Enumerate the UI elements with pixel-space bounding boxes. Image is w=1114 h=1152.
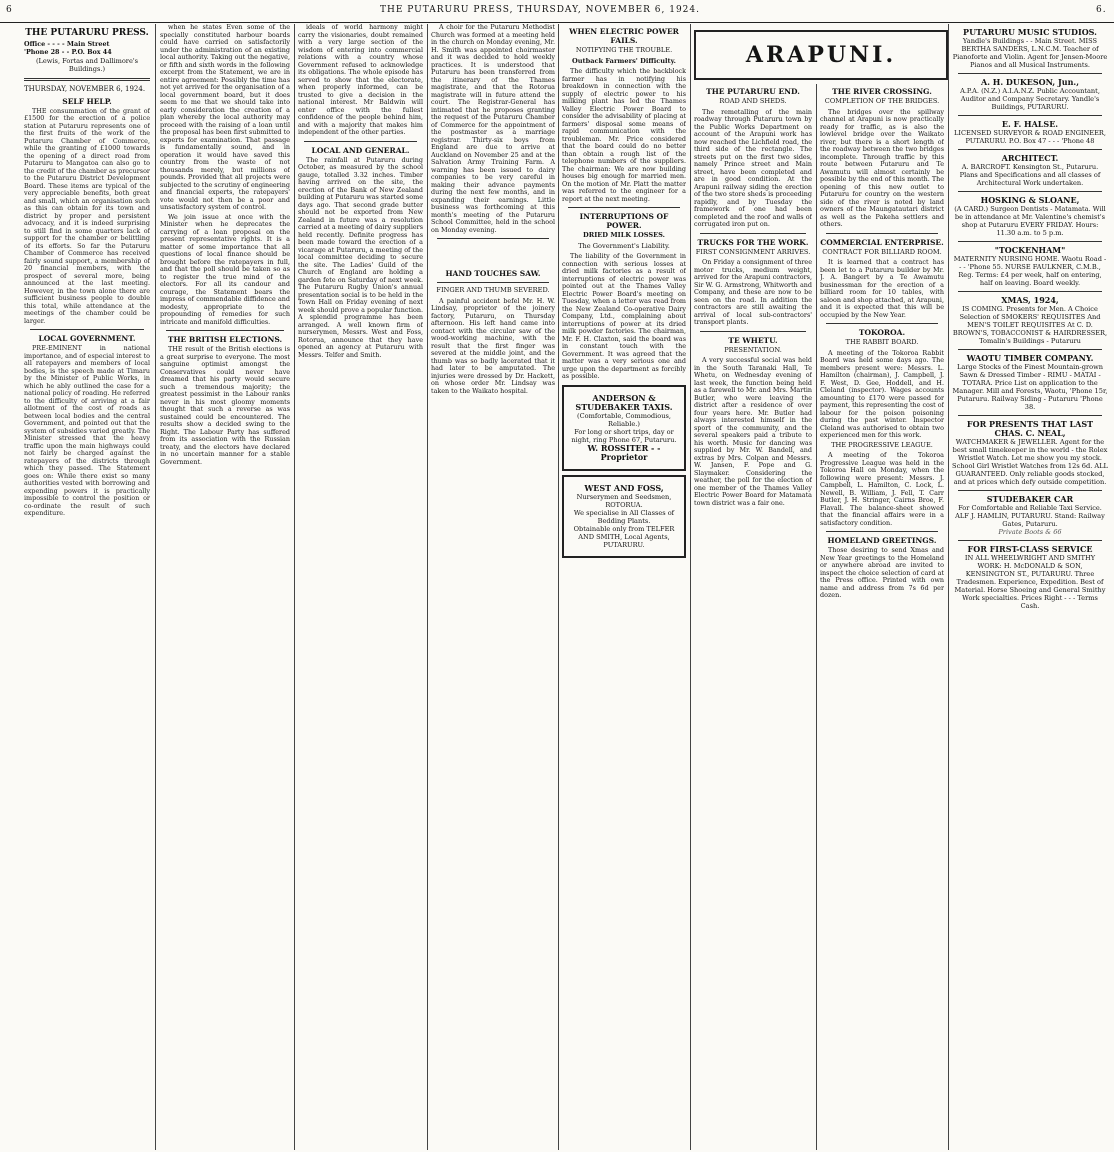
article-river-crossing: The bridges over the spillway channel at Arapuni is now practically ready for traffic, as is also the lowlevel bridge over the Waikato river, but there is a short length of the roadway between the two bridges incomplete. Through traffic by this route between Putaruru and Te Awamutu will almost certainly be possible by the end of this month. The opening of this new outlet to Putaruru for country on the western side of the river is noted by land owners of the Maungatautari district as well as the Pakeha settlers and others. — [820, 107, 944, 228]
ad-architect-title: ARCHITECT. — [1001, 153, 1059, 163]
heading-electric-power-fails: WHEN ELECTRIC POWER FAILS. — [569, 27, 679, 45]
ad-taxis-title: ANDERSON & STUDEBAKER TAXIS. — [575, 392, 673, 412]
ad-timber-lines: Large Stocks of the Finest Mountain-grown Sawn & Dressed Timber - RIMU - MATAI - TOTARA. Price List on application to the Manager. Mill and Forests, Waotu, 'Phone 15r, Putaruru. Railway Siding - Putaruru 'Phone 38. — [952, 363, 1108, 411]
ad-tockenham — [952, 246, 1108, 287]
heading-self-help: SELF HELP. — [62, 96, 112, 106]
ad-neal-title: FOR PRESENTS THAT LAST CHAS. C. NEAL, — [966, 419, 1094, 438]
ad-music-lines: Yandle's Buildings - - Main Street. MISS BERTHA SANDERS, L.N.C.M. Teacher of Pianoforte and Violin. Agent for Jensen-Moore Pianos and all Musical Instruments. — [952, 37, 1108, 69]
ad-taxis-line: For long or short trips, day or night, ring Phone 67, Putaruru. — [571, 427, 677, 444]
heading-hand-touches-saw: HAND TOUCHES SAW. — [445, 269, 541, 278]
subheading-bridges: COMPLETION OF THE BRIDGES. — [824, 97, 940, 105]
article-local-government-cont-2: We join issue at once with the Minister when he deprecates the carrying of a loan proposal on the present representative rights. It is a matter of some importance that all questions of local finance should be brought before the ratepayers in full, and that the poll should be taken so as to register the true mind of the electors. For all its candour and courage, the Statement bears the impress of commendable diffidence and modesty, appropriate to the propounding of remedies for such intricate and manifold difficulties. — [160, 212, 290, 326]
office-address: Office - - - - Main Street — [24, 40, 110, 48]
article-electric-power: The difficulty which the backblock farmer has in notifying his breakdown in connection with the supply of electric power to his milking plant has led the Thames Valley Electric Power Board to consider the advisability of placing at farmers' disposal some means of rapid communication with the troubleman. Mr. Price considered that the board could do no better than obtain a rough list of the telephone numbers of the suppliers. The chairman: We are now building houses big enough for married men. On the motion of Mr. Platt the matter was referred to the engineer for a report at the next meeting. — [562, 67, 686, 203]
column-1 — [24, 24, 150, 1150]
subheading-government-liability: The Government's Liability. — [578, 241, 670, 250]
ad-mcdonald-title: FOR FIRST-CLASS SERVICE — [967, 544, 1093, 554]
column-8-ads — [952, 24, 1108, 1150]
article-te-whetu: A very successful social was held in the South Taranaki Hall, Te Whetu, on Wednesday evening of last week, the function being held as a farewell to Mr. and Mrs. Martin Butler, who were leaving the district after a residence of over four years here. Mr. Butler had always interested himself in the sport of the community, and the several speakers paid a tribute to his worth. Music for dancing was supplied by Mr. W. Bandell, and extras by Mrs. Colpan and Messrs. W. Jansen, F. Pope and G. Slaymaker. Considering the weather, the poll for the election of one member of the Thames Valley Electric Power Board for Matamata town district was a fair one. — [694, 356, 812, 507]
heading-interruptions-of-power: INTERRUPTIONS OF POWER. — [579, 212, 669, 230]
dateline: THURSDAY, NOVEMBER 6, 1924. — [24, 85, 146, 93]
subheading-farmers-difficulty: Outback Farmers' Difficulty. — [572, 56, 676, 65]
heading-trucks: TRUCKS FOR THE WORK. — [697, 237, 809, 247]
article-trucks: On Friday a consignment of three motor trucks, medium weight, arrived for the Arapuni contractors, Sir W. G. Armstrong, Whitworth and Company, and these are now to be seen on the road. In addition the contractors are still awaiting the arrival of local sub-contractors' transport plants. — [694, 258, 812, 326]
column-6 — [694, 84, 812, 1150]
ad-halse-title: E. F. HALSE. — [1001, 119, 1059, 129]
ad-west-foss-line: We specialise in All Classes of Bedding Plants. — [573, 508, 675, 525]
ad-west-foss-title: WEST AND FOSS, — [584, 482, 664, 493]
ad-timber-title: WAOTU TIMBER COMPANY. — [966, 353, 1094, 363]
ad-studebaker — [952, 495, 1108, 536]
article-progressive: A meeting of the Tokoroa Progressive League was held in the Tokoroa Hall on Monday, when the following were present: Messrs. J. Campbell, L. Hamilton, C. Lock, L. Newell, B. William, J. Fell, T. Carr Butler, J. H. Stringer, Cairns Broe, F. Flavall. The balance-sheet showed that the financial affairs were in a satisfactory condition. — [820, 451, 944, 527]
ad-halse-lines: LICENSED SURVEYOR & ROAD ENGINEER, PUTARURU. P.O. Box 47 - - - 'Phone 48 — [954, 129, 1106, 145]
office-phone: 'Phone 28 - - P.O. Box 44 — [24, 47, 112, 56]
ad-neal — [952, 420, 1108, 486]
subheading-dried-milk-losses: DRIED MILK LOSSES. — [583, 231, 665, 239]
ad-halse — [952, 120, 1108, 145]
article-local-government-cont: when he states Even some of the specially constituted harbour boards could have carried on satisfactorily under the administration of an existing local authority. Taking out the negative, or fifth and sixth words in the following excerpt from the Statement, we are in entire agreement: Possibly the time has not yet arrived for the organisation of a local government board, but it does seem to me that we should take into early consideration the creation of a plan whereby the local authority may proceed with the raising of a loan until the proposal has been first submitted to experts for examination. That passage is fundamentally sound, and in operation it would have saved this country from the waste of not thousands merely, but millions of pounds. Provided that all projects were subjected to the scrutiny of engineering and financial experts, the ratepayers' vote would not then be a poor and unsatisfactory system of control. — [160, 24, 290, 211]
article-self-help: THE consummation of the grant of £1500 for the erection of a police station at Putaruru represents one of the first fruits of the work of the Putaruru Chamber of Commerce, while the granting of £1000 towards the opening of a direct road from Putaruru to Mangatoa can also go to the credit of the chamber as precursor to the Putaruru District Development Board. These items are typical of the very appreciable benefits, both great and small, which an organisation such as this can obtain for its town and district by proper and persistent advocacy, and it is indeed surprising to still find in some quarters lack of support for the chamber or belittling of its efforts. So far the Putaruru Chamber of Commerce has received fairly sound support, a membership of 20 financial members, with the prospect of several more, being announced at the last meeting. However, in the town alone there are sufficient business people to double this total, while attendance at the meetings of the chamber could be larger. — [24, 106, 150, 325]
ad-xmas-lines: IS COMING. Presents for Men. A Choice Selection of SMOKERS' REQUISITES And MEN'S TOILET REQUISITES At C. D. BROWN'S, TOBACCONIST & HAIRDRESSER, Tomalin's Buildings - Putaruru — [952, 305, 1108, 345]
heading-putaruru-end: THE PUTARURU END. — [706, 87, 800, 96]
ad-west-foss-sub: Nurserymen and Seedsmen, ROTORUA. — [576, 492, 672, 509]
subheading-rabbit-board: THE RABBIT BOARD. — [845, 338, 919, 346]
heading-local-and-general: LOCAL AND GENERAL. — [311, 145, 410, 155]
heading-te-whetu: TE WHETU. — [728, 335, 778, 345]
article-local-and-general-cont: A choir for the Putaruru Methodist Church was formed at a meeting held in the church on Monday evening, Mr. H. Smith was appointed choirmaster and it was decided to hold weekly practices. It is understood that Putaruru has been transferred from the itinerary of the Thames magistrate, and that the Rotorua magistrate will in future attend the court. The Registrar-General has intimated that he proposes granting the request of the Putaruru Chamber of Commerce for the appointment of the postmaster as a marriage registrar. Thirty-six boys from England are due to arrive at Auckland on November 25 and at the Salvation Army Training Farm. A warning has been issued to dairy companies to be very careful in making their advance payments during the next few months, and in expanding their earnings. Little business was forthcoming at this month's meeting of the Putaruru School Committee, held in the school on Monday evening. — [431, 24, 555, 234]
ad-waotu-timber — [952, 354, 1108, 411]
column-4 — [431, 24, 555, 1150]
ad-xmas — [952, 296, 1108, 345]
ad-studebaker-title: STUDEBAKER CAR — [986, 494, 1074, 504]
ad-taxis-proprietor: W. ROSSITER - - Proprietor — [587, 442, 661, 462]
ad-hosking — [952, 196, 1108, 237]
ad-west-foss-agents: Obtainable only from TELFER AND SMITH, Local Agents, PUTARURU. — [573, 524, 675, 549]
ad-studebaker-lines: For Comfortable and Reliable Taxi Service. ALF J. HAMLIN, PUTARURU. Stand: Railway Gates, Putaruru. — [955, 504, 1105, 528]
column-7 — [820, 84, 944, 1150]
column-3 — [298, 24, 423, 1150]
ad-hosking-title: HOSKING & SLOANE, — [980, 195, 1080, 205]
ad-music-studios — [952, 28, 1108, 69]
subheading-finger-thumb: FINGER AND THUMB SEVERED. — [436, 286, 550, 294]
heading-commercial-enterprise: COMMERCIAL ENTERPRISE. — [820, 237, 944, 247]
page-number-left: 6 — [6, 5, 13, 15]
heading-river-crossing: THE RIVER CROSSING. — [832, 87, 932, 96]
proprietors-note: (Lewis, Fortas and Dallimore's Buildings.) — [35, 57, 139, 73]
masthead-title: THE PUTARURU PRESS, THURSDAY, NOVEMBER 6, 1924. — [380, 5, 700, 15]
ad-architect — [952, 154, 1108, 187]
ad-architect-lines: A. BARCROFT. Kensington St., Putaruru. Plans and Specifications and all classes of Architectural Work undertaken. — [959, 163, 1101, 187]
arapuni-banner: ARAPUNI. — [694, 30, 948, 80]
ad-dukeson-title: A. H. DUKESON, Jun., — [981, 77, 1079, 87]
ad-dukeson-lines: A.P.A. (N.Z.) A.I.A.N.Z. Public Accountant, Auditor and Company Secretary. Yandle's Buildings, PUTARURU. — [960, 87, 1100, 111]
ad-mcdonald — [952, 545, 1108, 610]
ad-tockenham-lines: MATERNITY NURSING HOME. Waotu Road - - - 'Phone 55. NURSE FAULKNER, C.M.B., Reg. Terms: £4 per week, half on entering, half on leaving. Board weekly. — [953, 255, 1107, 287]
article-british-elections-cont: ideals of world harmony might carry the visionaries, doubt remained with a very large section of the wisdom of entering into commercial relations with a country whose Government refused to acknowledge its obligations. The whole episode has served to show that the electorate, when properly informed, can be trusted to give a decision in the national interest. Mr Baldwin will enter office with the fullest confidence of the people behind him, and with a majority that makes him independent of the other parties. — [298, 24, 423, 136]
subheading-notifying-trouble: NOTIFYING THE TROUBLE. — [575, 46, 673, 54]
ad-taxis-sub: (Comfortable, Commodious, Reliable.) — [577, 411, 671, 428]
article-commercial: It is learned that a contract has been let to a Putaruru builder by Mr. J. A. Bangert by a Te Awamutu businessman for the erection of a billiard room for 10 tables, with saloon and shop attached, at Arapuni, and it is expected that this will be occupied by the New Year. — [820, 258, 944, 319]
ad-tockenham-title: "TOCKENHAM" — [994, 245, 1066, 255]
article-tokoroa: A meeting of the Tokoroa Rabbit Board was held some days ago. The members present were: Messrs. L. Hamilton (chairman), J. Campbell, J. F. West, D. Gee, Hoddell, and H. Cleland (inspector). Wages accounts amounting to £170 were passed for payment, this representing the cost of labour for the poison poisoning during the past winter. Inspector Cleland was authorised to obtain two experienced men for this work. — [820, 348, 944, 439]
heading-british-elections: THE BRITISH ELECTIONS. — [167, 335, 283, 344]
article-putaruru-end: The remetalling of the main roadway through Putaruru town by the Public Works Department on account of the Arapuni work has now reached the Lichfield road, the third side of the rectangle. The streets put on the first two sides, namely Prince street and Main street, have been completed and are in good condition. At the Arapuni railway siding the erection of the two store sheds is proceeding rapidly, and by Tuesday the framework of one had been completed and the roof and walls of corrugated iron put on. — [694, 107, 812, 228]
ad-music-title: PUTARURU MUSIC STUDIOS. — [963, 27, 1097, 37]
masthead — [0, 0, 1114, 23]
ad-xmas-title: XMAS, 1924, — [1001, 295, 1059, 305]
article-local-government: PRE-EMINENT in national importance, and of especial interest to all ratepayers and members of local bodies, is the speech made at Timaru by the Minister of Public Works, in which he ably outlined the case for a national policy of roading. He referred to the difficulty of arriving at a fair allotment of the cost of roads as between local bodies and the central Government, and pointed out that the system of subsidies varied greatly. The Minister stressed that the heavy traffic upon the main highways could not fairly be charged against the ratepayers of the districts through which they passed. The Statement goes on: While there exist so many authorities vested with borrowing and expending powers it is practically impossible to control the position or co-ordinate the result of such expenditure. — [24, 344, 150, 517]
ad-mcdonald-lines: IN ALL WHEELWRIGHT AND SMITHY WORK: H. McDONALD & SON, KENSINGTON ST., PUTARURU. Three Tradesmen. Experience, Expedition. Best of Material. Horse Shoeing and General Smithy Work specialties. Prices Right - - - Terms Cash. — [954, 554, 1106, 610]
article-british-elections: THE result of the British elections is a great surprise to everyone. The most sanguine optimist amongst the Conservatives could never have dreamed that his party would secure such a tremendous majority; the greatest pessimist in the Labour ranks never in his most gloomy moments thought that such a reverse as was sustained could be encountered. The results show a decided swing to the Right. The Labour Party has suffered from its association with the Russian treaty, and the electors have declared in no uncertain manner for a stable Government. — [160, 345, 290, 466]
heading-tokoroa: TOKOROA. — [858, 328, 906, 337]
article-local-and-general: The rainfall at Putaruru during October, as measured by the school gauge, totalled 3.32 inches. Timber having arrived on the site, the erection of the Bank of New Zealand building at Putaruru was started some days ago. That second grade butter should not be exported from New Zealand in future was a resolution carried at a meeting of dairy suppliers held recently. Definite progress has been made toward the erection of a vicarage at Putaruru, a meeting of the local committee deciding to secure the site. The Ladies' Guild of the Church of England are holding a garden fete on Saturday of next week. The Putaruru Rugby Union's annual presentation social is to be held in the Town Hall on Friday evening of next week should prove a popular function. A splendid programme has been arranged. A well known firm of nurserymen, Messrs. West and Foss, Rotorua, announce that they have opened an agency at Putaruru with Messrs. Telfer and Smith. — [298, 155, 423, 359]
ad-dukeson — [952, 78, 1108, 111]
column-5 — [562, 24, 686, 1150]
ad-taxis — [562, 385, 686, 471]
subheading-presentation: PRESENTATION. — [724, 345, 782, 354]
handwritten-note: Private Boots & 66 — [998, 528, 1062, 536]
ad-west-foss — [562, 475, 686, 558]
subheading-billiard-room: CONTRACT FOR BILLIARD ROOM. — [822, 247, 942, 256]
subheading-road-sheds: ROAD AND SHEDS. — [719, 97, 787, 105]
article-greetings: Those desiring to send Xmas and New Year greetings to the Homeland or anywhere abroad are invited to inspect the choice selection of card at the Press office. Printed with own name and address from 7s 6d per dozen. — [820, 546, 944, 599]
heading-homeland-greetings: HOMELAND GREETINGS. — [827, 536, 937, 545]
page-number-right: 6. — [1096, 5, 1107, 15]
paper-name: THE PUTARURU PRESS. — [25, 28, 149, 38]
article-hand-touches-saw: A painful accident befel Mr. H. W. Lindsay, proprietor of the joinery factory, Putaruru, on Thursday afternoon. His left hand came into contact with the circular saw of the wood-working machine, with the result that the first finger was severed at the middle joint, and the thumb was so badly lacerated that it had later to be amputated. The injuries were dressed by Dr. Hackett, on whose order Mr. Lindsay was taken to the Waikato hospital. — [431, 296, 555, 395]
column-2 — [160, 24, 290, 1150]
ad-neal-lines: WATCHMAKER & JEWELLER. Agent for the best small timekeeper in the world - the Rolex Wristlet Watch. Let me show you my stock. School Girl Wristlet Watches from 12s 6d. ALL GUARANTEED. Only reliable goods stocked, and at prices which defy outside competition. — [952, 438, 1108, 486]
subheading-first-consignment: FIRST CONSIGNMENT ARRIVES. — [695, 247, 811, 256]
article-interruptions: The liability of the Government in connection with serious losses at dried milk factories as a result of interruptions of electric power was pointed out at the Thames Valley Electric Power Board's meeting on Tuesday, when a letter was read from the New Zealand Co-operative Dairy Company, Ltd., complaining about interruptions of power at its dried milk powder factories. The chairman, Mr. F. H. Claxton, said the board was in constant touch with the Government. It was agreed that the matter was a very serious one and urge upon the department as forcibly as possible. — [562, 252, 686, 380]
ad-hosking-lines: (A CARD.) Surgeon Dentists - Matamata. Will be in attendance at Mr. Valentine's chemist's shop at Putaruru EVERY FRIDAY. Hours: 11.30 a.m. to 5 p.m. — [954, 205, 1106, 237]
subheading-progressive-league: THE PROGRESSIVE LEAGUE. — [831, 440, 933, 449]
heading-local-government: LOCAL GOVERNMENT. — [38, 334, 136, 343]
